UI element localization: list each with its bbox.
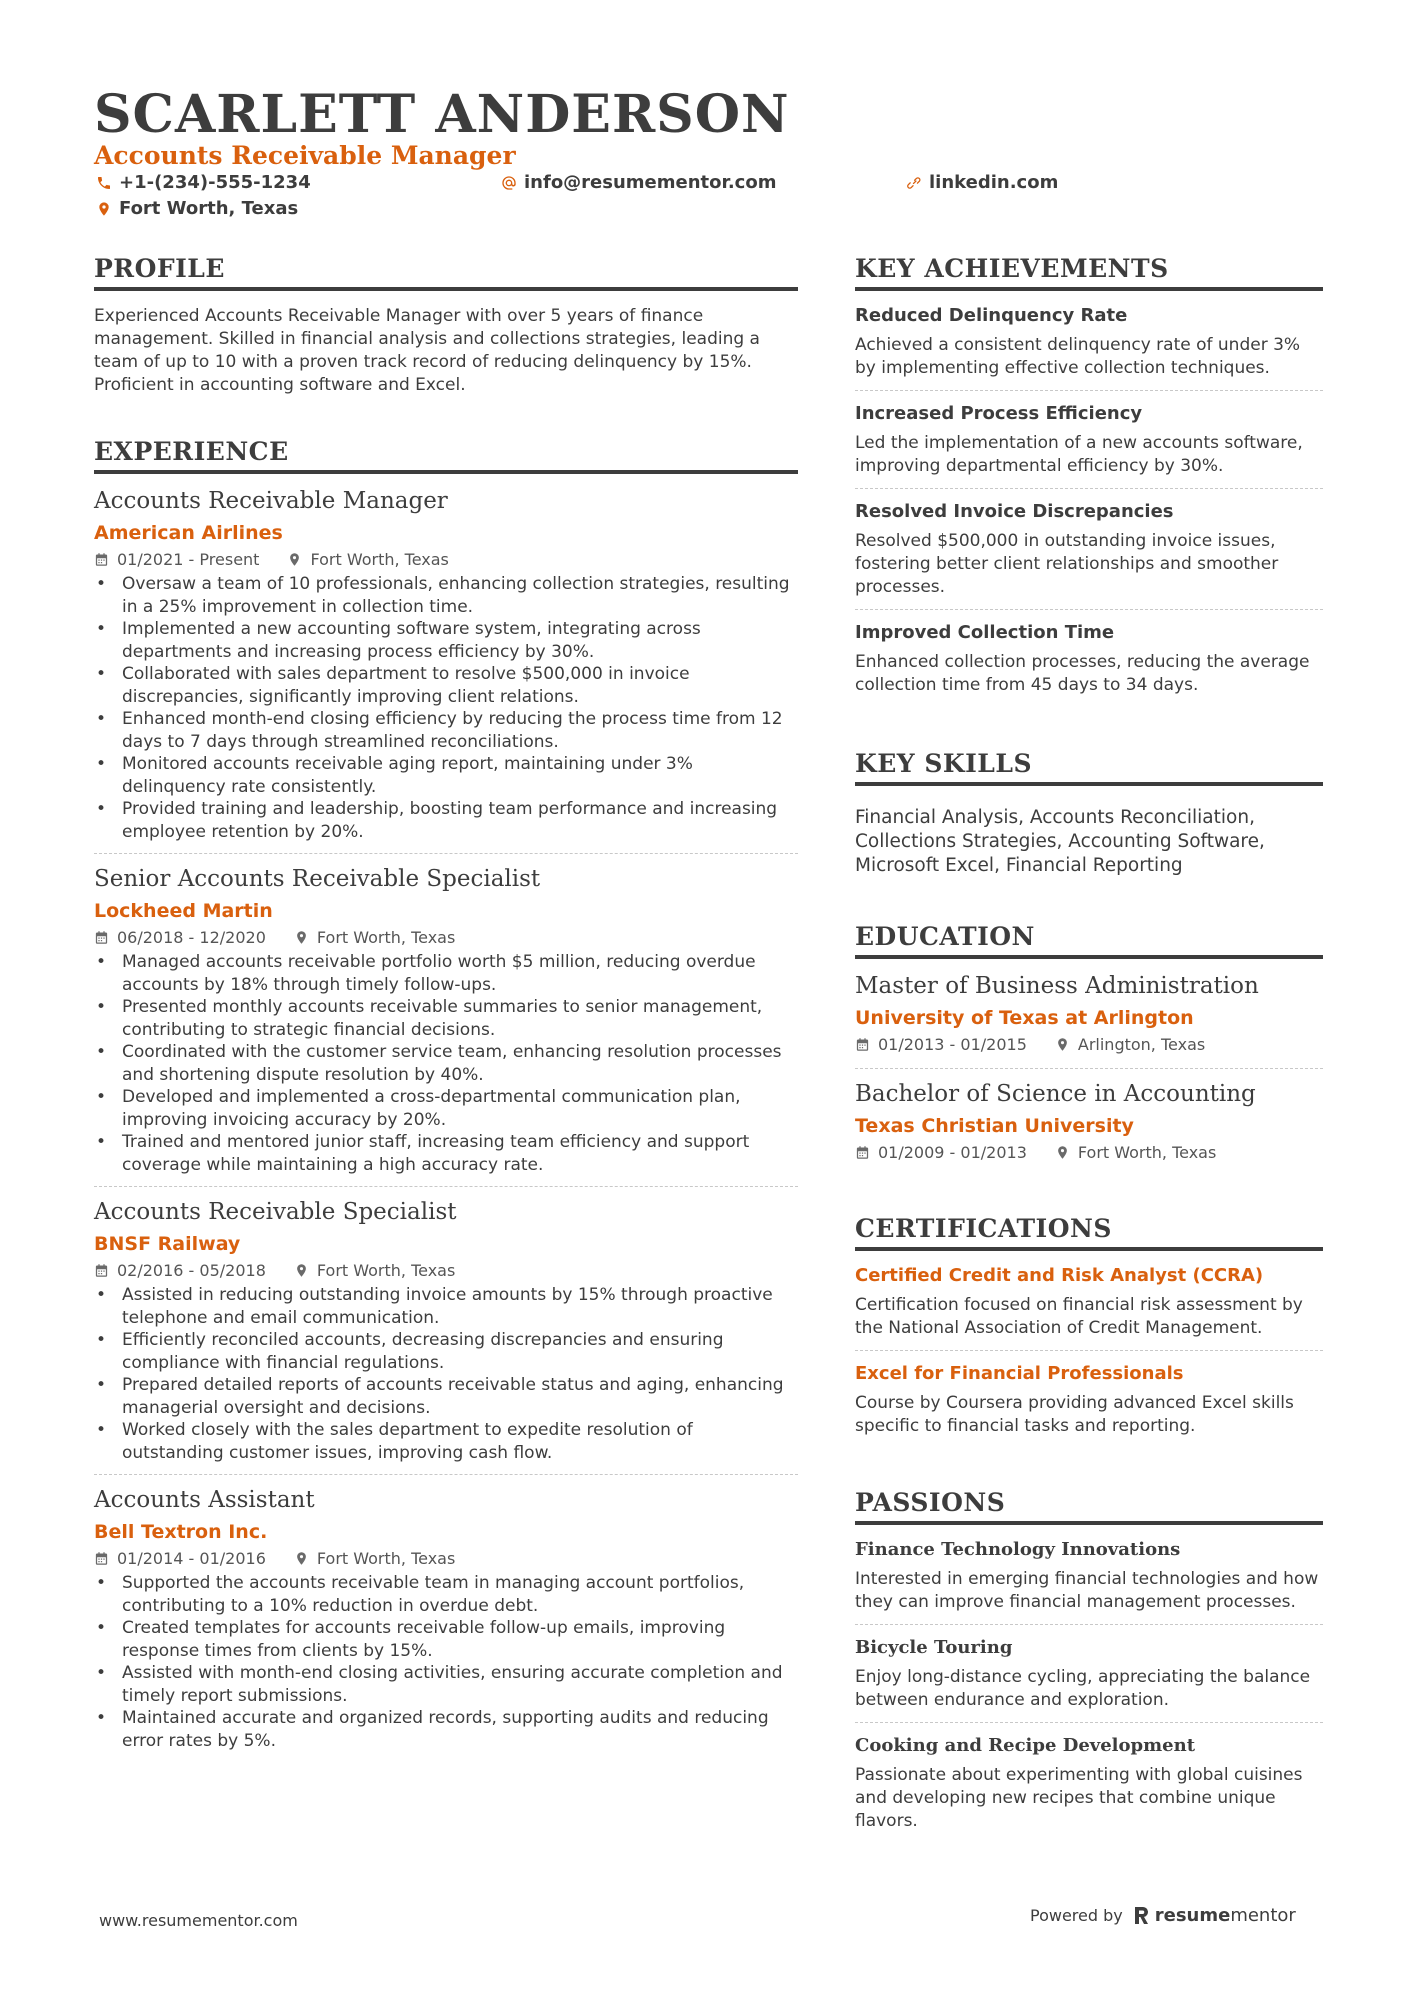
location-pin-icon: [294, 1263, 309, 1278]
bullet-item: • Prepared detailed reports of accounts receivable status and aging, enhancing managerial oversight and decisions.: [94, 1374, 798, 1419]
job-bullets: [94, 951, 798, 1176]
passions-section: [855, 1488, 1323, 1843]
calendar-icon: [94, 930, 109, 945]
bullet-item: • Maintained accurate and organized records, supporting audits and reducing error rates by 5%.: [94, 1707, 798, 1752]
passion-title: Bicycle Touring: [855, 1637, 1013, 1658]
skills-section: [855, 749, 1323, 878]
job-dates: 02/2016 - 05/2018: [117, 1261, 266, 1280]
skills-list: Financial Analysis, Accounts Reconciliation, Collections Strategies, Accounting Software, Microsoft Excel, Financial Reporting: [855, 807, 1265, 876]
job-location: Fort Worth, Texas: [316, 1261, 456, 1280]
job-dates: 01/2021 - Present: [117, 550, 260, 569]
job-meta: [94, 1549, 798, 1568]
education-item: [855, 1081, 1323, 1176]
location-pin-icon: [287, 552, 302, 567]
certification-text: Course by Coursera providing advanced Excel skills specific to financial tasks and reporting.: [855, 1393, 1294, 1436]
job-entry: [94, 1199, 798, 1475]
achievement-title: Increased Process Efficiency: [855, 403, 1143, 424]
bullet-item: • Efficiently reconciled accounts, decreasing discrepancies and ensuring compliance with financial regulations.: [94, 1329, 798, 1374]
education-heading: EDUCATION: [855, 922, 1323, 959]
education-school: Texas Christian University: [855, 1115, 1134, 1137]
passion-item: [855, 1637, 1323, 1723]
achievement-text: Enhanced collection processes, reducing the average collection time from 45 days to 34 days.: [855, 652, 1310, 695]
achievement-title: Improved Collection Time: [855, 622, 1115, 643]
achievement-text: Resolved $500,000 in outstanding invoice issues, fostering better client relationships and smoother processes.: [855, 531, 1279, 597]
location-pin-icon: [294, 1551, 309, 1566]
email-text: info@resumementor.com: [524, 172, 777, 193]
location-pin-icon: [294, 930, 309, 945]
linkedin-text: linkedin.com: [929, 172, 1059, 193]
certification-item: [855, 1265, 1323, 1351]
right-column: [855, 254, 1323, 1881]
education-section: [855, 922, 1323, 1176]
passion-title: Cooking and Recipe Development: [855, 1735, 1196, 1756]
skills-heading: KEY SKILLS: [855, 749, 1323, 786]
contact-email[interactable]: [501, 172, 776, 193]
education-location: Fort Worth, Texas: [1077, 1143, 1217, 1162]
bullet-item: • Created templates for accounts receivable follow-up emails, improving response times from clients by 15%.: [94, 1617, 798, 1662]
location-pin-icon: [1055, 1037, 1070, 1052]
certification-item: [855, 1363, 1323, 1448]
achievement-item: [855, 403, 1323, 489]
at-icon: [501, 175, 517, 191]
achievements-heading: KEY ACHIEVEMENTS: [855, 254, 1323, 291]
education-meta: [855, 1035, 1323, 1054]
location-pin-icon: [96, 201, 112, 217]
achievement-title: Resolved Invoice Discrepancies: [855, 501, 1174, 522]
brand-suffix: mentor: [1230, 1905, 1296, 1926]
bullet-item: • Supported the accounts receivable team in managing account portfolios, contributing to a 10% reduction in overdue debt.: [94, 1572, 798, 1617]
job-entry: [94, 1487, 798, 1762]
calendar-icon: [855, 1037, 870, 1052]
education-item: [855, 973, 1323, 1069]
job-bullets: [94, 1284, 798, 1464]
job-dates: 01/2014 - 01/2016: [117, 1549, 266, 1568]
education-dates: 01/2013 - 01/2015: [878, 1035, 1027, 1054]
certification-text: Certification focused on financial risk assessment by the National Association of Credit Management.: [855, 1295, 1303, 1338]
achievement-item: [855, 305, 1323, 391]
education-degree: Bachelor of Science in Accounting: [855, 1081, 1256, 1107]
profile-heading: PROFILE: [94, 254, 798, 291]
achievement-text: Achieved a consistent delinquency rate of under 3% by implementing effective collection techniques.: [855, 335, 1301, 378]
link-icon: [906, 175, 922, 191]
job-entry: [94, 866, 798, 1187]
bullet-item: • Oversaw a team of 10 professionals, enhancing collection strategies, resulting in a 25% improvement in collection time.: [94, 573, 798, 618]
footer-website[interactable]: www.resumementor.com: [99, 1911, 298, 1930]
experience-heading: EXPERIENCE: [94, 437, 798, 474]
bullet-item: • Presented monthly accounts receivable summaries to senior management, contributing to strategic financial decisions.: [94, 996, 798, 1041]
calendar-icon: [855, 1145, 870, 1160]
achievement-item: [855, 501, 1323, 610]
location-pin-icon: [1055, 1145, 1070, 1160]
bullet-item: • Assisted with month-end closing activities, ensuring accurate completion and timely report submissions.: [94, 1662, 798, 1707]
calendar-icon: [94, 1551, 109, 1566]
achievement-title: Reduced Delinquency Rate: [855, 305, 1128, 326]
education-school: University of Texas at Arlington: [855, 1007, 1194, 1029]
passion-title: Finance Technology Innovations: [855, 1539, 1181, 1560]
job-company: American Airlines: [94, 522, 283, 544]
job-bullets: [94, 573, 798, 843]
passion-item: [855, 1539, 1323, 1625]
candidate-role: Accounts Receivable Manager: [94, 141, 516, 170]
bullet-item: • Enhanced month-end closing efficiency by reducing the process time from 12 days to 7 days through streamlined reconciliations.: [94, 708, 798, 753]
profile-summary: Experienced Accounts Receivable Manager with over 5 years of finance management. Skilled in financial analysis and collections strategies, leading a team of up to 10 with a proven track record of reducing delinquency by 15%. Proficient in accounting software and Excel.: [94, 306, 760, 395]
education-degree: Master of Business Administration: [855, 973, 1259, 999]
achievement-text: Led the implementation of a new accounts software, improving departmental efficiency by 30%.: [855, 433, 1303, 476]
job-bullets: [94, 1572, 798, 1752]
location-text: Fort Worth, Texas: [119, 198, 299, 219]
job-title: Accounts Receivable Specialist: [94, 1199, 457, 1225]
job-company: BNSF Railway: [94, 1233, 241, 1255]
passion-item: [855, 1735, 1323, 1843]
experience-section: [94, 437, 798, 1762]
passion-text: Enjoy long-distance cycling, appreciating the balance between endurance and exploration.: [855, 1667, 1311, 1710]
job-location: Fort Worth, Texas: [310, 550, 449, 569]
job-title: Accounts Receivable Manager: [94, 488, 448, 514]
resumementor-logo-icon: [1133, 1906, 1150, 1925]
job-title: Accounts Assistant: [94, 1487, 315, 1513]
achievement-item: [855, 622, 1323, 707]
contact-phone[interactable]: [96, 172, 311, 193]
job-location: Fort Worth, Texas: [316, 1549, 456, 1568]
bullet-item: • Coordinated with the customer service team, enhancing resolution processes and shortening dispute resolution by 40%.: [94, 1041, 798, 1086]
bullet-item: • Provided training and leadership, boosting team performance and increasing employee retention by 20%.: [94, 798, 798, 843]
passion-text: Interested in emerging financial technologies and how they can improve financial management processes.: [855, 1569, 1319, 1612]
candidate-name: SCARLETT ANDERSON: [94, 84, 790, 145]
footer-powered-by: [1030, 1905, 1296, 1926]
achievements-section: [855, 254, 1323, 707]
education-location: Arlington, Texas: [1077, 1035, 1206, 1054]
job-meta: [94, 928, 798, 947]
bullet-item: • Worked closely with the sales department to expedite resolution of outstanding customer issues, improving cash flow.: [94, 1419, 798, 1464]
job-company: Lockheed Martin: [94, 900, 273, 922]
bullet-item: • Trained and mentored junior staff, increasing team efficiency and support coverage while maintaining a high accuracy rate.: [94, 1131, 798, 1176]
passions-heading: PASSIONS: [855, 1488, 1323, 1525]
brand-logo[interactable]: [1133, 1905, 1296, 1926]
bullet-item: • Assisted in reducing outstanding invoice amounts by 15% through proactive telephone and email communication.: [94, 1284, 798, 1329]
education-dates: 01/2009 - 01/2013: [878, 1143, 1027, 1162]
job-company: Bell Textron Inc.: [94, 1521, 268, 1543]
certifications-section: [855, 1214, 1323, 1448]
phone-text: +1-(234)-555-1234: [119, 172, 311, 193]
job-meta: [94, 1261, 798, 1280]
contact-location: [96, 198, 298, 219]
bullet-item: • Developed and implemented a cross-departmental communication plan, improving invoicing accuracy by 20%.: [94, 1086, 798, 1131]
job-entry: [94, 488, 798, 854]
bullet-item: • Monitored accounts receivable aging report, maintaining under 3% delinquency rate consistently.: [94, 753, 798, 798]
contact-linkedin[interactable]: [906, 172, 1058, 193]
job-meta: [94, 550, 798, 569]
education-meta: [855, 1143, 1323, 1162]
certification-title: Excel for Financial Professionals: [855, 1363, 1184, 1384]
passion-text: Passionate about experimenting with global cuisines and developing new recipes that combine unique flavors.: [855, 1765, 1303, 1831]
calendar-icon: [94, 1263, 109, 1278]
bullet-item: • Collaborated with sales department to resolve $500,000 in invoice discrepancies, significantly improving client relations.: [94, 663, 798, 708]
phone-icon: [96, 175, 112, 191]
calendar-icon: [94, 552, 109, 567]
brand-prefix: resume: [1154, 1905, 1231, 1926]
powered-by-text: Powered by: [1030, 1906, 1123, 1925]
job-title: Senior Accounts Receivable Specialist: [94, 866, 541, 892]
bullet-item: • Managed accounts receivable portfolio worth $5 million, reducing overdue accounts by 18% through timely follow-ups.: [94, 951, 798, 996]
bullet-item: • Implemented a new accounting software system, integrating across departments and increasing process efficiency by 30%.: [94, 618, 798, 663]
job-dates: 06/2018 - 12/2020: [117, 928, 266, 947]
certification-title: Certified Credit and Risk Analyst (CCRA): [855, 1265, 1264, 1286]
left-column: [94, 254, 798, 1800]
job-location: Fort Worth, Texas: [316, 928, 456, 947]
profile-section: [94, 254, 798, 397]
certifications-heading: CERTIFICATIONS: [855, 1214, 1323, 1251]
